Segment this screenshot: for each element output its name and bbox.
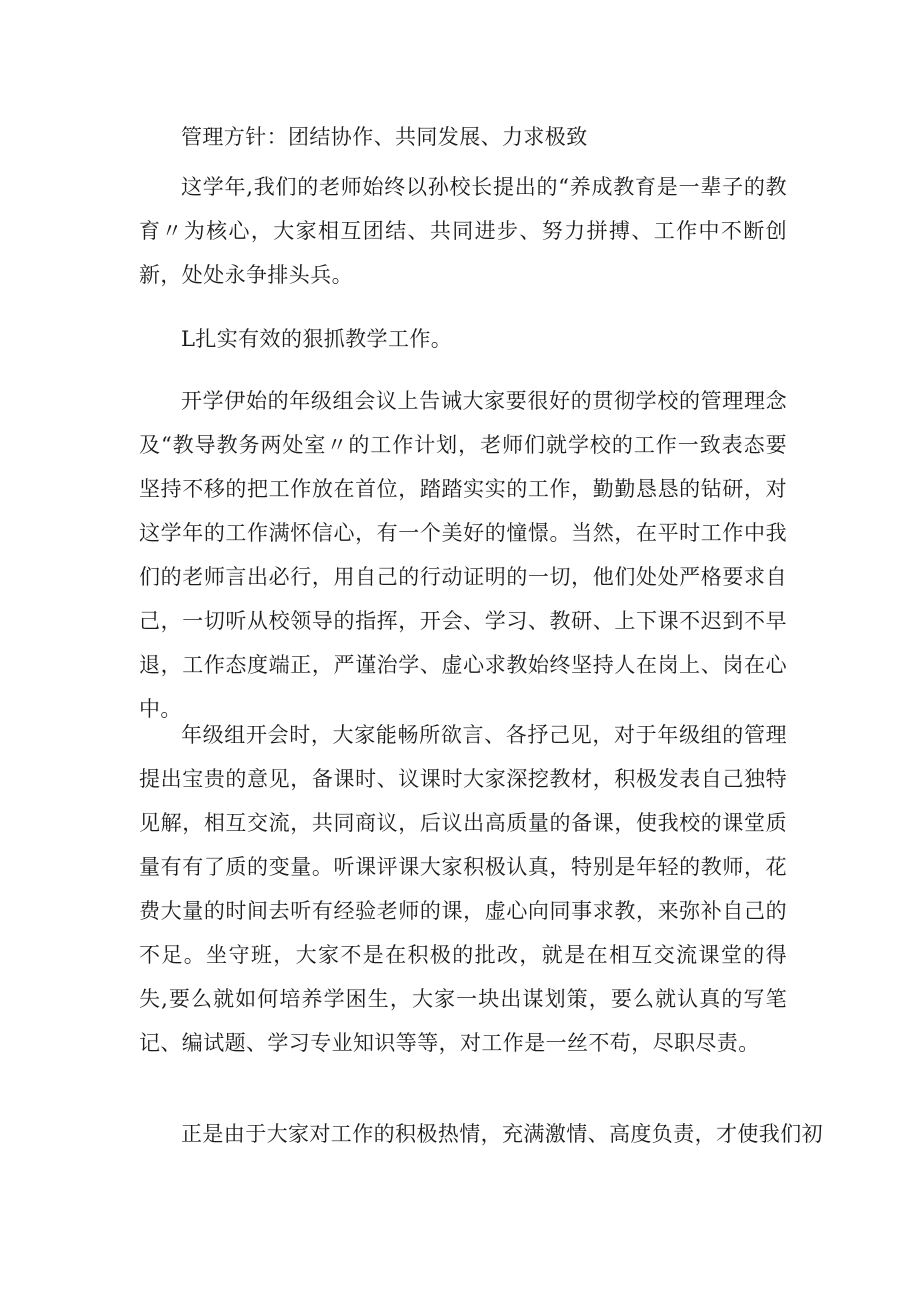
management-policy-heading: 管理方针：团结协作、共同发展、力求极致: [181, 125, 588, 149]
section-title: L扎实有效的狠抓教学工作。: [181, 327, 453, 351]
body-paragraph-2: 年级组开会时，大家能畅所欲言、各抒己见，对于年级组的管理提出宝贵的意见，备课时、议课时大家深挖教材，积极发表自己独特见解，相互交流，共同商议，后议出高质量的备课，使我校的课堂质量有有了质的变量。听课评课大家积极认真，特别是年轻的教师，花费大量的时间去听有经验老师的课，虚心向同事求教，来弥补自己的不足。坐守班，大家不是在积极的批改，就是在相互交流课堂的得失,要么就如何培养学困生，大家一块出谋划策，要么就认真的写笔记、编试题、学习专业知识等等，对工作是一丝不苟，尽职尽责。: [139, 723, 787, 1055]
body-paragraph-3: 正是由于大家对工作的积极热情，充满激情、高度负责，才使我们初: [181, 1122, 823, 1146]
intro-paragraph: 这学年,我们的老师始终以孙校长提出的“养成教育是一辈子的教育〃为核心，大家相互团结、共同进步、努力拼搏、工作中不断创新，处处永争排头兵。: [139, 175, 787, 287]
body-paragraph-1: 开学伊始的年级组会议上告诫大家要很好的贯彻学校的管理理念及“教导教务两处室〃的工作计划，老师们就学校的工作一致表态要坚持不移的把工作放在首位，踏踏实实的工作，勤勤恳恳的钻研，对这学年的工作满怀信心，有一个美好的憧憬。当然，在平时工作中我们的老师言出必行，用自己的行动证明的一切，他们处处严格要求自己，一切听从校领导的指挥，开会、学习、教研、上下课不迟到不早退，工作态度端正，严谨治学、虚心求教始终坚持人在岗上、岗在心中。: [139, 389, 787, 721]
